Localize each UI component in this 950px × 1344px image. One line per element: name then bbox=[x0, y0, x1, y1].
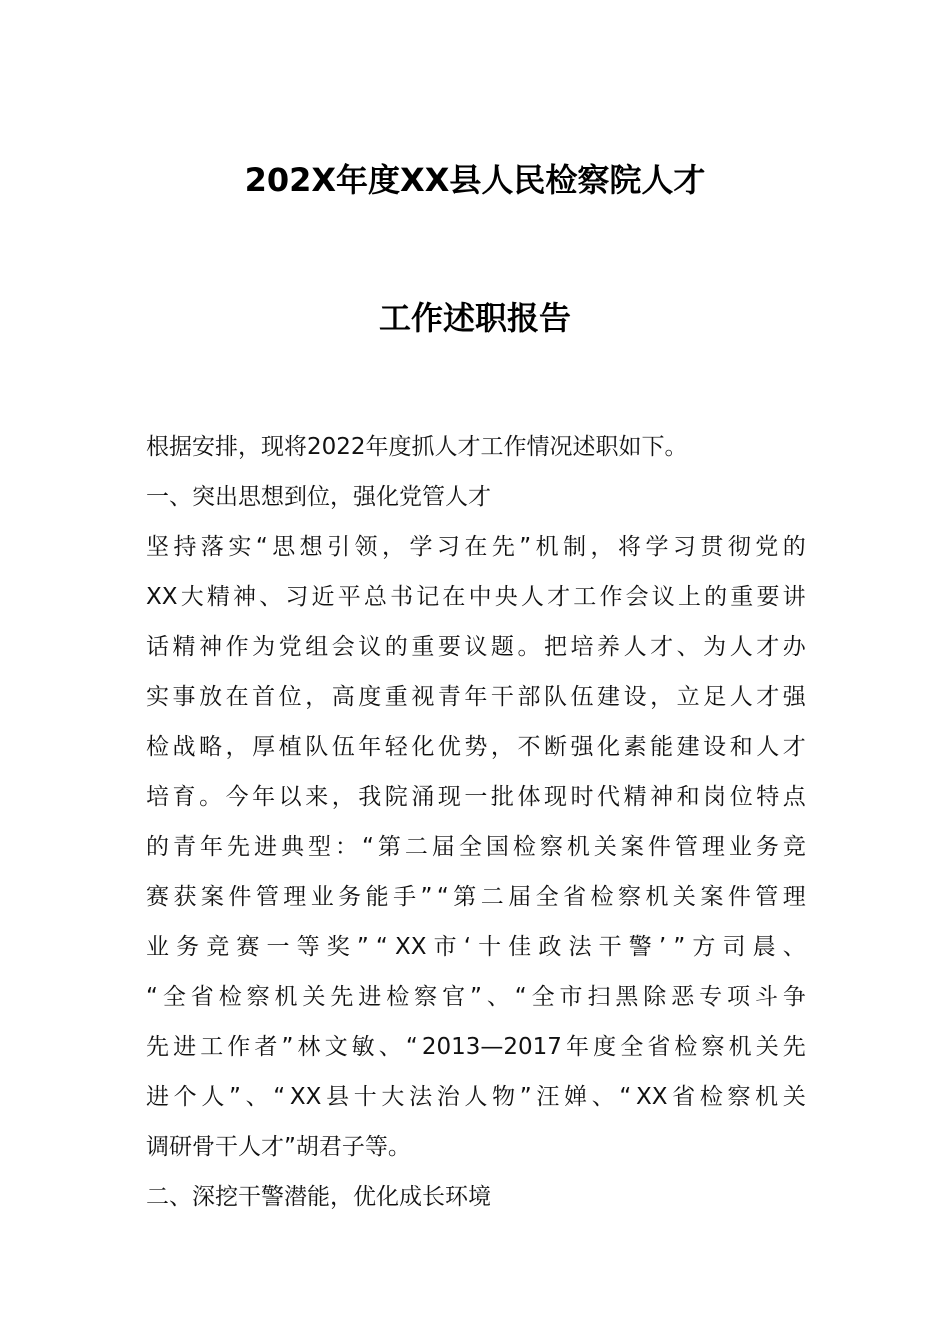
paragraph-line: 检 战 略 ， 厚 植 队 伍 年 轻 化 优 势 ， 不 断 强 化 素 能 建 设 和 人 才 bbox=[146, 734, 806, 760]
document-body bbox=[146, 422, 806, 1222]
section-heading-2: 二、深挖干警潜能，优化成长环境 bbox=[146, 1184, 491, 1210]
section-1-paragraph bbox=[146, 522, 806, 1172]
paragraph-line: 业 务 竞 赛 一 等 奖 ” “ XX 市 ‘ 十 佳 政 法 干 警 ’ ” 方 司 晨 、 bbox=[146, 934, 806, 960]
paragraph-line: 实 事 放 在 首 位 ， 高 度 重 视 青 年 干 部 队 伍 建 设 ， 立 足 人 才 强 bbox=[146, 684, 806, 710]
paragraph-line: 的 青 年 先 进 典 型 ： “ 第 二 届 全 国 检 察 机 关 案 件 管 理 业 务 竞 bbox=[146, 834, 806, 860]
paragraph-line: “ 全 省 检 察 机 关 先 进 检 察 官 ” 、 “ 全 市 扫 黑 除 恶 专 项 斗 争 bbox=[146, 984, 806, 1010]
paragraph-line: 话 精 神 作 为 党 组 会 议 的 重 要 议 题 。 把 培 养 人 才 、 为 人 才 办 bbox=[146, 634, 806, 660]
intro-paragraph: 根据安排，现将2022年度抓人才工作情况述职如下。 bbox=[146, 434, 688, 460]
paragraph-line: 先 进 工 作 者 ” 林 文 敏 、 “ 2013—2017 年 度 全 省 检 察 机 关 先 bbox=[146, 1034, 806, 1060]
paragraph-line: 调研骨干人才”胡君子等。 bbox=[146, 1134, 411, 1160]
section-heading-1: 一、突出思想到位，强化党管人才 bbox=[146, 484, 491, 510]
paragraph-line: 培 育 。 今 年 以 来 ， 我 院 涌 现 一 批 体 现 时 代 精 神 和 岗 位 特 点 bbox=[146, 784, 806, 810]
paragraph-line: 赛 获 案 件 管 理 业 务 能 手 ” “ 第 二 届 全 省 检 察 机 关 案 件 管 理 bbox=[146, 884, 806, 910]
title-line-2: 工作述职报告 bbox=[378, 299, 571, 337]
paragraph-line: XX 大 精 神 、 习 近 平 总 书 记 在 中 央 人 才 工 作 会 议 上 的 重 要 讲 bbox=[146, 584, 806, 610]
title-line-1: 202X年度XX县人民检察院人才 bbox=[244, 161, 706, 199]
paragraph-line: 进 个 人 ” 、 “ XX 县 十 大 法 治 人 物 ” 汪 婵 、 “ XX 省 检 察 机 关 bbox=[146, 1084, 806, 1110]
paragraph-line: 坚 持 落 实 “ 思 想 引 领 ， 学 习 在 先 ” 机 制 ， 将 学 习 贯 彻 党 的 bbox=[146, 534, 806, 560]
